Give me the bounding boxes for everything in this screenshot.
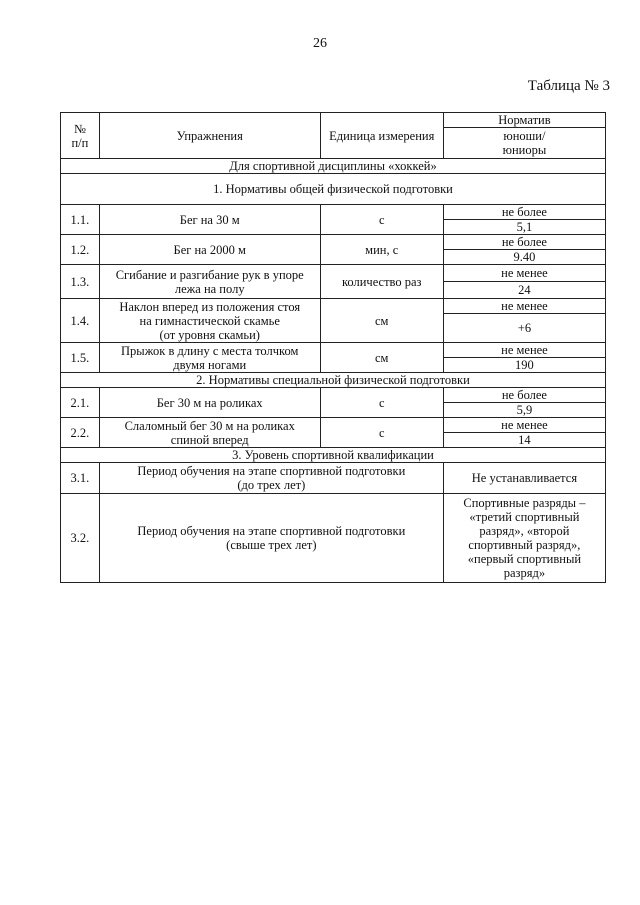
- norm-condition: не более: [443, 235, 605, 250]
- table-caption: Таблица № 3: [527, 78, 610, 94]
- norm-condition: не менее: [443, 265, 605, 282]
- unit-cell: количество раз: [320, 265, 443, 299]
- exercise-name: Наклон вперед из положения стоя на гимнастической скамье (от уровня скамьи): [99, 299, 320, 343]
- row-num: 3.2.: [61, 494, 100, 583]
- unit-cell: с: [320, 388, 443, 418]
- exercise-name: Период обучения на этапе спортивной подготовки (до трех лет): [99, 463, 443, 494]
- header-group: юноши/ юниоры: [443, 128, 605, 159]
- norm-value: Не устанавливается: [443, 463, 605, 494]
- section-title: 3. Уровень спортивной квалификации: [61, 448, 606, 463]
- header-norm: Норматив: [443, 113, 605, 128]
- norms-table: [60, 112, 606, 583]
- row-num: 2.2.: [61, 418, 100, 448]
- norm-value: 190: [443, 358, 605, 373]
- row-num: 2.1.: [61, 388, 100, 418]
- exercise-name: Бег 30 м на роликах: [99, 388, 320, 418]
- norm-condition: не менее: [443, 299, 605, 314]
- norm-condition: не менее: [443, 343, 605, 358]
- discipline-row: Для спортивной дисциплины «хоккей»: [61, 159, 606, 174]
- norm-value: 5,1: [443, 220, 605, 235]
- exercise-name: Сгибание и разгибание рук в упоре лежа на полу: [99, 265, 320, 299]
- section-title: 2. Нормативы специальной физической подготовки: [61, 373, 606, 388]
- row-num: 1.1.: [61, 205, 100, 235]
- exercise-name: Слаломный бег 30 м на роликах спиной вперед: [99, 418, 320, 448]
- exercise-name: Период обучения на этапе спортивной подготовки (свыше трех лет): [99, 494, 443, 583]
- norm-value: Спортивные разряды – «третий спортивный разряд», «второй спортивный разряд», «первый спортивный разряд»: [443, 494, 605, 583]
- exercise-name: Прыжок в длину с места толчком двумя ногами: [99, 343, 320, 373]
- row-num: 1.4.: [61, 299, 100, 343]
- unit-cell: с: [320, 205, 443, 235]
- norm-value: +6: [443, 314, 605, 343]
- page-number: 26: [313, 36, 327, 51]
- unit-cell: мин, с: [320, 235, 443, 265]
- header-num: № п/п: [61, 113, 100, 159]
- exercise-name: Бег на 2000 м: [99, 235, 320, 265]
- row-num: 3.1.: [61, 463, 100, 494]
- exercise-name: Бег на 30 м: [99, 205, 320, 235]
- header-unit: Единица измерения: [320, 113, 443, 159]
- norm-condition: не менее: [443, 418, 605, 433]
- norm-condition: не более: [443, 205, 605, 220]
- unit-cell: см: [320, 299, 443, 343]
- header-exercises: Упражнения: [99, 113, 320, 159]
- norm-condition: не более: [443, 388, 605, 403]
- row-num: 1.5.: [61, 343, 100, 373]
- norm-value: 5,9: [443, 403, 605, 418]
- section-title: 1. Нормативы общей физической подготовки: [61, 174, 606, 205]
- unit-cell: см: [320, 343, 443, 373]
- row-num: 1.3.: [61, 265, 100, 299]
- norm-value: 14: [443, 433, 605, 448]
- row-num: 1.2.: [61, 235, 100, 265]
- unit-cell: с: [320, 418, 443, 448]
- norm-value: 9.40: [443, 250, 605, 265]
- norm-value: 24: [443, 282, 605, 299]
